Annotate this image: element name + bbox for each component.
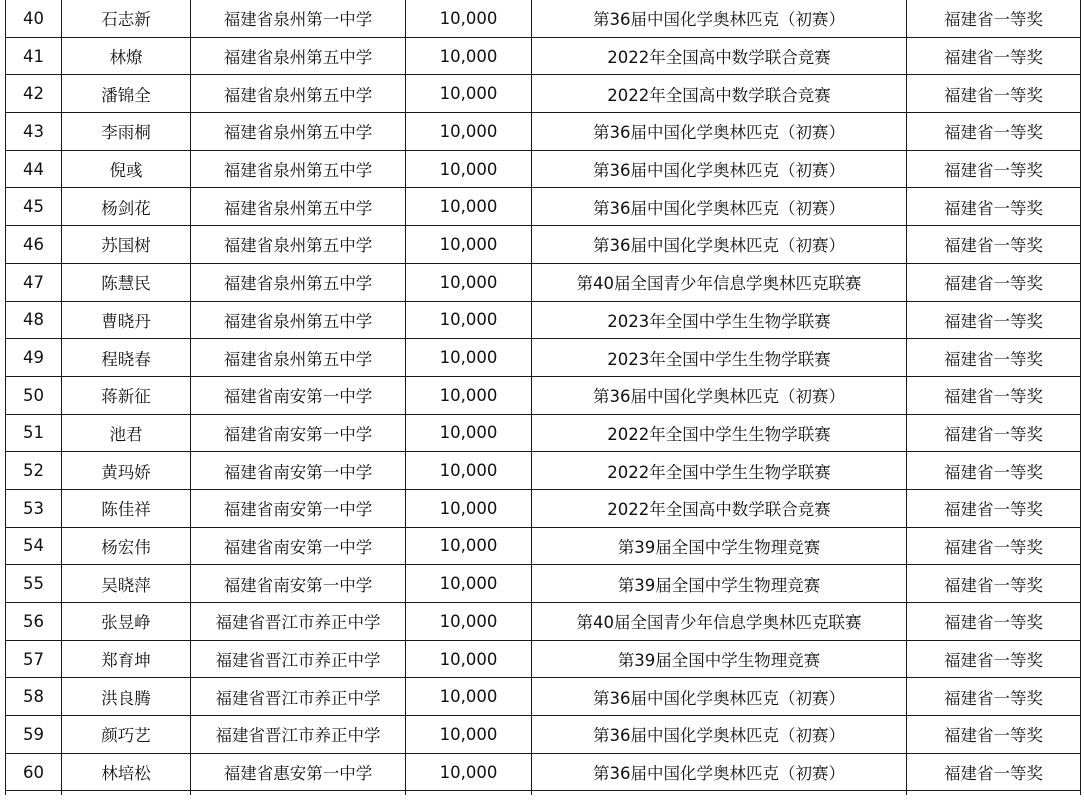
student-name-cell: 颜巧艺 — [62, 716, 191, 754]
student-name-cell: 林燎 — [62, 37, 191, 75]
row-number-cell: 51 — [6, 414, 62, 452]
school-cell: 福建省晋江市养正中学 — [191, 678, 406, 716]
award-level-cell: 福建省一等奖 — [907, 150, 1081, 188]
table-row — [6, 263, 1081, 301]
award-level-cell: 福建省一等奖 — [907, 753, 1081, 791]
contest-cell: 第40届全国青少年信息学奥林匹克联赛 — [532, 263, 907, 301]
empty-cell — [6, 791, 62, 796]
amount-cell: 10,000 — [406, 603, 532, 641]
table-row — [6, 603, 1081, 641]
contest-cell: 2022年全国高中数学联合竞赛 — [532, 75, 907, 113]
row-number-cell: 49 — [6, 339, 62, 377]
amount-cell: 10,000 — [406, 301, 532, 339]
amount-cell: 10,000 — [406, 150, 532, 188]
school-cell: 福建省南安第一中学 — [191, 452, 406, 490]
contest-cell: 第36届中国化学奥林匹克（初赛） — [532, 0, 907, 37]
student-name-cell: 程晓春 — [62, 339, 191, 377]
student-name-cell: 林培松 — [62, 753, 191, 791]
student-name-cell: 陈佳祥 — [62, 489, 191, 527]
award-level-cell: 福建省一等奖 — [907, 113, 1081, 151]
contest-cell: 第36届中国化学奥林匹克（初赛） — [532, 716, 907, 754]
amount-cell: 10,000 — [406, 113, 532, 151]
amount-cell: 10,000 — [406, 527, 532, 565]
contest-cell: 第36届中国化学奥林匹克（初赛） — [532, 150, 907, 188]
school-cell: 福建省南安第一中学 — [191, 489, 406, 527]
school-cell: 福建省晋江市养正中学 — [191, 603, 406, 641]
row-number-cell: 57 — [6, 640, 62, 678]
school-cell: 福建省泉州第五中学 — [191, 113, 406, 151]
contest-cell: 第39届全国中学生物理竞赛 — [532, 527, 907, 565]
school-cell: 福建省泉州第五中学 — [191, 301, 406, 339]
contest-cell: 第36届中国化学奥林匹克（初赛） — [532, 678, 907, 716]
award-level-cell: 福建省一等奖 — [907, 0, 1081, 37]
student-name-cell: 陈慧民 — [62, 263, 191, 301]
contest-cell: 2022年全国中学生生物学联赛 — [532, 414, 907, 452]
award-level-cell: 福建省一等奖 — [907, 37, 1081, 75]
contest-cell: 2023年全国中学生生物学联赛 — [532, 339, 907, 377]
table-row — [6, 339, 1081, 377]
empty-cell — [406, 791, 532, 796]
row-number-cell: 43 — [6, 113, 62, 151]
contest-cell: 2022年全国高中数学联合竞赛 — [532, 37, 907, 75]
table-row — [6, 226, 1081, 264]
school-cell: 福建省泉州第五中学 — [191, 75, 406, 113]
row-number-cell: 48 — [6, 301, 62, 339]
school-cell: 福建省泉州第五中学 — [191, 263, 406, 301]
award-level-cell: 福建省一等奖 — [907, 489, 1081, 527]
table-row — [6, 0, 1081, 37]
school-cell: 福建省泉州第一中学 — [191, 0, 406, 37]
student-name-cell: 曹晓丹 — [62, 301, 191, 339]
amount-cell: 10,000 — [406, 226, 532, 264]
award-level-cell: 福建省一等奖 — [907, 376, 1081, 414]
row-number-cell: 40 — [6, 0, 62, 37]
amount-cell: 10,000 — [406, 716, 532, 754]
table-row — [6, 113, 1081, 151]
table-row — [6, 376, 1081, 414]
award-level-cell: 福建省一等奖 — [907, 603, 1081, 641]
contest-cell: 2023年全国中学生生物学联赛 — [532, 301, 907, 339]
student-name-cell: 杨剑花 — [62, 188, 191, 226]
student-name-cell: 苏国树 — [62, 226, 191, 264]
row-number-cell: 47 — [6, 263, 62, 301]
student-name-cell: 郑育坤 — [62, 640, 191, 678]
table-row — [6, 188, 1081, 226]
contest-cell: 第36届中国化学奥林匹克（初赛） — [532, 753, 907, 791]
empty-cell — [191, 791, 406, 796]
award-level-cell: 福建省一等奖 — [907, 188, 1081, 226]
contest-cell: 第36届中国化学奥林匹克（初赛） — [532, 188, 907, 226]
student-name-cell: 洪良腾 — [62, 678, 191, 716]
row-number-cell: 46 — [6, 226, 62, 264]
row-number-cell: 42 — [6, 75, 62, 113]
contest-cell: 2022年全国高中数学联合竞赛 — [532, 489, 907, 527]
contest-cell: 第39届全国中学生物理竞赛 — [532, 565, 907, 603]
row-number-cell: 58 — [6, 678, 62, 716]
school-cell: 福建省南安第一中学 — [191, 527, 406, 565]
contest-cell: 第40届全国青少年信息学奥林匹克联赛 — [532, 603, 907, 641]
student-name-cell: 李雨桐 — [62, 113, 191, 151]
row-number-cell: 55 — [6, 565, 62, 603]
award-level-cell: 福建省一等奖 — [907, 301, 1081, 339]
award-level-cell: 福建省一等奖 — [907, 414, 1081, 452]
award-level-cell: 福建省一等奖 — [907, 527, 1081, 565]
amount-cell: 10,000 — [406, 489, 532, 527]
row-number-cell: 44 — [6, 150, 62, 188]
school-cell: 福建省泉州第五中学 — [191, 339, 406, 377]
school-cell: 福建省泉州第五中学 — [191, 188, 406, 226]
school-cell: 福建省惠安第一中学 — [191, 753, 406, 791]
table-row — [6, 150, 1081, 188]
student-name-cell: 黄玛娇 — [62, 452, 191, 490]
student-name-cell: 蒋新征 — [62, 376, 191, 414]
amount-cell: 10,000 — [406, 263, 532, 301]
school-cell: 福建省晋江市养正中学 — [191, 716, 406, 754]
student-name-cell: 吴晓萍 — [62, 565, 191, 603]
amount-cell: 10,000 — [406, 414, 532, 452]
table-row — [6, 753, 1081, 791]
award-table — [5, 0, 1081, 795]
row-number-cell: 54 — [6, 527, 62, 565]
school-cell: 福建省南安第一中学 — [191, 376, 406, 414]
award-level-cell: 福建省一等奖 — [907, 678, 1081, 716]
school-cell: 福建省晋江市养正中学 — [191, 640, 406, 678]
table-row — [6, 678, 1081, 716]
award-level-cell: 福建省一等奖 — [907, 75, 1081, 113]
amount-cell: 10,000 — [406, 452, 532, 490]
school-cell: 福建省泉州第五中学 — [191, 226, 406, 264]
table-row — [6, 716, 1081, 754]
contest-cell: 第36届中国化学奥林匹克（初赛） — [532, 113, 907, 151]
award-level-cell: 福建省一等奖 — [907, 226, 1081, 264]
table-row — [6, 565, 1081, 603]
student-name-cell: 张昱峥 — [62, 603, 191, 641]
amount-cell: 10,000 — [406, 753, 532, 791]
amount-cell: 10,000 — [406, 0, 532, 37]
table-row — [6, 640, 1081, 678]
award-level-cell: 福建省一等奖 — [907, 263, 1081, 301]
empty-cell — [907, 791, 1081, 796]
contest-cell: 第36届中国化学奥林匹克（初赛） — [532, 376, 907, 414]
school-cell: 福建省南安第一中学 — [191, 565, 406, 603]
amount-cell: 10,000 — [406, 678, 532, 716]
row-number-cell: 45 — [6, 188, 62, 226]
empty-cell — [532, 791, 907, 796]
row-number-cell: 41 — [6, 37, 62, 75]
table-row — [6, 301, 1081, 339]
amount-cell: 10,000 — [406, 376, 532, 414]
table-row — [6, 489, 1081, 527]
contest-cell: 第36届中国化学奥林匹克（初赛） — [532, 226, 907, 264]
row-number-cell: 60 — [6, 753, 62, 791]
school-cell: 福建省泉州第五中学 — [191, 150, 406, 188]
contest-cell: 第39届全国中学生物理竞赛 — [532, 640, 907, 678]
student-name-cell: 石志新 — [62, 0, 191, 37]
amount-cell: 10,000 — [406, 565, 532, 603]
student-name-cell: 池君 — [62, 414, 191, 452]
table-row — [6, 452, 1081, 490]
student-name-cell: 杨宏伟 — [62, 527, 191, 565]
contest-cell: 2022年全国中学生生物学联赛 — [532, 452, 907, 490]
amount-cell: 10,000 — [406, 37, 532, 75]
row-number-cell: 53 — [6, 489, 62, 527]
amount-cell: 10,000 — [406, 640, 532, 678]
student-name-cell: 潘锦全 — [62, 75, 191, 113]
school-cell: 福建省泉州第五中学 — [191, 37, 406, 75]
school-cell: 福建省南安第一中学 — [191, 414, 406, 452]
amount-cell: 10,000 — [406, 339, 532, 377]
award-table-body — [6, 0, 1081, 795]
row-number-cell: 59 — [6, 716, 62, 754]
table-row — [6, 527, 1081, 565]
row-number-cell: 50 — [6, 376, 62, 414]
student-name-cell: 倪彧 — [62, 150, 191, 188]
row-number-cell: 56 — [6, 603, 62, 641]
amount-cell: 10,000 — [406, 75, 532, 113]
award-level-cell: 福建省一等奖 — [907, 339, 1081, 377]
table-row-cutoff — [6, 791, 1081, 796]
award-level-cell: 福建省一等奖 — [907, 640, 1081, 678]
table-row — [6, 414, 1081, 452]
award-level-cell: 福建省一等奖 — [907, 452, 1081, 490]
row-number-cell: 52 — [6, 452, 62, 490]
award-level-cell: 福建省一等奖 — [907, 716, 1081, 754]
table-row — [6, 75, 1081, 113]
amount-cell: 10,000 — [406, 188, 532, 226]
award-level-cell: 福建省一等奖 — [907, 565, 1081, 603]
empty-cell — [62, 791, 191, 796]
table-row — [6, 37, 1081, 75]
